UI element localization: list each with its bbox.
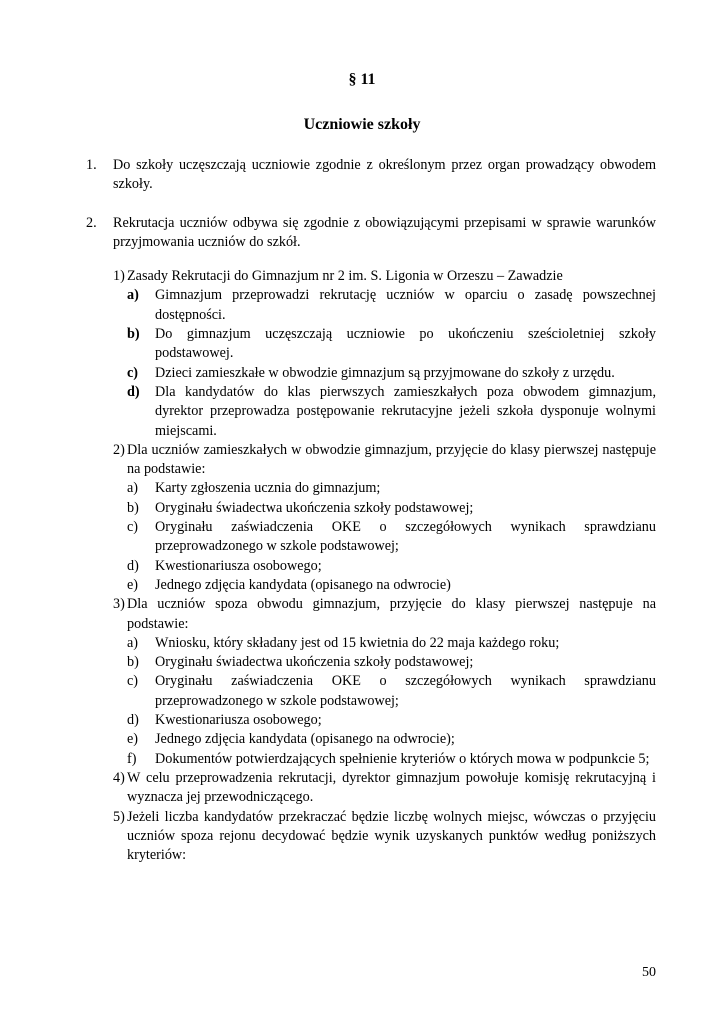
letter-label: a): [127, 287, 139, 304]
letter-text: Jednego zdjęcia kandydata (opisanego na odwrocie): [155, 576, 451, 593]
subpoint-4: [86, 769, 656, 808]
letter-text: Oryginału zaświadczenia OKE o szczegółowych wynikach sprawdzianu przeprowadzonego w szkole podstawowej;: [155, 519, 656, 555]
letter-text: Gimnazjum przeprowadzi rekrutację uczniów w oparciu o zasadę powszechnej dostępności.: [155, 287, 656, 323]
letter-text: Wniosku, który składany jest od 15 kwietnia do 22 maja każdego roku;: [155, 634, 560, 651]
subpoint-text: Dla uczniów spoza obwodu gimnazjum, przyjęcie do klasy pierwszej następuje na podstawie:: [127, 596, 656, 632]
page-number: 50: [642, 965, 656, 980]
subpoint-text: Jeżeli liczba kandydatów przekraczać będzie liczbę wolnych miejsc, wówczas o przyjęciu uczniów spoza rejonu decydować będzie wynik uzyskanych punktów według poniższych kryteriów:: [127, 808, 656, 864]
letter-item: [86, 672, 656, 711]
letter-item: [86, 383, 656, 441]
letter-text: Do gimnazjum uczęszczają uczniowie po ukończeniu sześcioletniej szkoły podstawowej.: [155, 326, 656, 362]
letter-label: d): [127, 383, 140, 400]
subpoint-2: [86, 441, 656, 480]
section-title: Uczniowie szkoły: [303, 116, 421, 133]
letter-label: c): [127, 519, 139, 536]
letter-label: a): [127, 480, 139, 497]
point-number: 2.: [86, 214, 97, 231]
subpoint-3: [86, 595, 656, 634]
letter-text: Dzieci zamieszkałe w obwodzie gimnazjum są przyjmowane do szkoły z urzędu.: [155, 364, 615, 381]
letter-item: [86, 325, 656, 364]
point-2: [86, 214, 656, 253]
section-number: § 11: [348, 71, 376, 88]
letter-label: b): [127, 654, 139, 671]
letter-item: [86, 711, 656, 730]
letter-text: Oryginału zaświadczenia OKE o szczegółowych wynikach sprawdzianu przeprowadzonego w szkole podstawowej;: [155, 673, 656, 709]
letter-label: a): [127, 634, 139, 651]
letter-item: [86, 479, 656, 498]
letter-text: Jednego zdjęcia kandydata (opisanego na odwrocie);: [155, 731, 455, 748]
subpoint-text: W celu przeprowadzenia rekrutacji, dyrektor gimnazjum powołuje komisję rekrutacyjną i wyznacza jej przewodniczącego.: [127, 769, 656, 806]
letter-label: d): [127, 712, 139, 729]
letter-text: Karty zgłoszenia ucznia do gimnazjum;: [155, 480, 381, 497]
point-1: [86, 156, 656, 195]
letter-item: [86, 499, 656, 518]
subpoint-number: 4): [113, 769, 125, 786]
letter-text: Kwestionariusza osobowego;: [155, 712, 322, 729]
letter-text: Oryginału świadectwa ukończenia szkoły podstawowej;: [155, 654, 474, 671]
point-text: Rekrutacja uczniów odbywa się zgodnie z obowiązującymi przepisami w sprawie warunków przyjmowania uczniów do szkół.: [113, 214, 656, 250]
point-number: 1.: [86, 157, 97, 173]
letter-label: f): [127, 750, 137, 767]
letter-label: e): [127, 731, 139, 748]
letter-item: [86, 653, 656, 672]
subpoint-number: 1): [113, 268, 125, 285]
letter-item: [86, 576, 656, 595]
letter-item: [86, 518, 656, 557]
letter-label: d): [127, 557, 139, 574]
subpoint-1: [86, 267, 656, 286]
letter-item: [86, 750, 656, 769]
letter-text: Dla kandydatów do klas pierwszych zamieszkałych poza obwodem gimnazjum, dyrektor przeprowadza postępowanie rekrutacyjne jeżeli szkoła dysponuje wolnymi miejscami.: [155, 383, 656, 439]
subpoint-number: 3): [113, 596, 125, 613]
subpoint-number: 5): [113, 808, 125, 825]
letter-item: [86, 730, 656, 749]
letter-label: c): [127, 364, 139, 381]
letter-label: c): [127, 673, 139, 690]
letter-item: [86, 286, 656, 325]
subpoint-5: [86, 808, 656, 866]
letter-label: e): [127, 576, 139, 593]
letter-item: [86, 557, 656, 576]
letter-label: b): [127, 499, 139, 516]
subpoint-text: Zasady Rekrutacji do Gimnazjum nr 2 im. S. Ligonia w Orzeszu – Zawadzie: [127, 268, 563, 285]
letter-item: [86, 364, 656, 383]
subpoint-number: 2): [113, 441, 125, 458]
letter-item: [86, 634, 656, 653]
section-body: [86, 156, 656, 865]
letter-text: Oryginału świadectwa ukończenia szkoły podstawowej;: [155, 499, 474, 516]
letter-label: b): [127, 326, 140, 343]
letter-text: Kwestionariusza osobowego;: [155, 557, 322, 574]
letter-text: Dokumentów potwierdzających spełnienie kryteriów o których mowa w podpunkcie 5;: [155, 750, 650, 767]
point-text: Do szkoły uczęszczają uczniowie zgodnie z określonym przez organ prowadzący obwodem szkoły.: [113, 157, 656, 193]
subpoint-text: Dla uczniów zamieszkałych w obwodzie gimnazjum, przyjęcie do klasy pierwszej następuje na podstawie:: [127, 441, 656, 478]
